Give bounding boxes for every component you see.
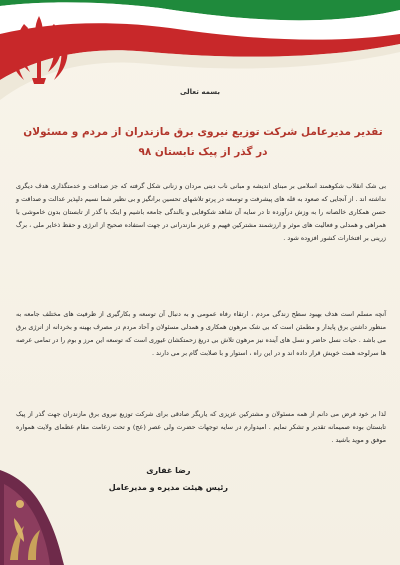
body-paragraph-3: لذا بر خود فرض می دانم از همه مسئولان و مشترکین عزیزی که یاریگر صادقی برای شرکت توزیع نیروی برق مازندران جهت گذر از پیک تابستان بوده صمیمانه تقدیر و تشکر نمایم . امیدوارم در سایه توجهات حضرت ولی عصر (عج) و تحت زعامت مقام عظمای ولایت همواره موفق و موید باشید .	[16, 410, 386, 445]
signature-name: رضا غفاری	[146, 466, 191, 475]
body-paragraph-2: آنچه مسلم است هدف بهبود سطح زندگی مردم ، ارتقاء رفاه عمومی و به دنبال آن توسعه و بکارگیری از ظرفیت های مختلف جامعه به منظور داشتن برق پایدار و مطمئن است که بی شک مرهون همکاری و همدلی مسئولان و آحاد مردم در مصرف بهینه و بخردانه از انرژی برق می باشد . حیات نسل حاضر و نسل های آینده نیز مرهون تلاش بی دریغ زحمتکشان غیوری است که توسعه این مرز و بوم را در تمامی عرصه ها سرلوحه همت خویش قرار داده اند و در این راه ، استوار و با صلابت گام بر می دارند .	[16, 310, 386, 358]
title-line-2: در گذر از پیک تابستان ۹۸	[138, 146, 268, 158]
iran-emblem-icon	[4, 10, 74, 88]
signature-title: رئیس هیئت مدیره و مدیرعامل	[108, 483, 228, 492]
bismillah: بسمه تعالی	[179, 88, 221, 96]
letter-title	[18, 122, 388, 162]
body-paragraph-1: بی شک انقلاب شکوهمند اسلامی بر مبنای اندیشه و مبانی ناب دینی مردان و زنانی شکل گرفته که جز صداقت و خدمتگذاری هدف دیگری نداشته اند . از آنجایی که صعود به قله های پیشرفت و توسعه در پرتو تلاشهای تحسین برانگیز و بی نظیر شما نسیم دلپذیر عدالت و صداقت و حسن همکاری خالصانه را به وزش درآورده تا در سایه آن شاهد شکوفایی و بالندگی جامعه باشیم و اینک با گذر از تابستان بدون خاموشی با همراهی و همدلی و فعالیت های موثر و ارزشمند مشترکین فهیم و عزیز مازندرانی در جهت استفاده صحیح از انرژی و حفظ ذخایر ملی ، برگ زرینی بر افتخارات کشور افزوده شود .	[16, 182, 386, 243]
corner-ornament	[0, 440, 68, 565]
signature-block	[109, 466, 228, 492]
title-line-1: تقدیر مدیرعامل شرکت توزیع نیروی برق مازندران از مردم و مسئولان	[23, 126, 383, 138]
